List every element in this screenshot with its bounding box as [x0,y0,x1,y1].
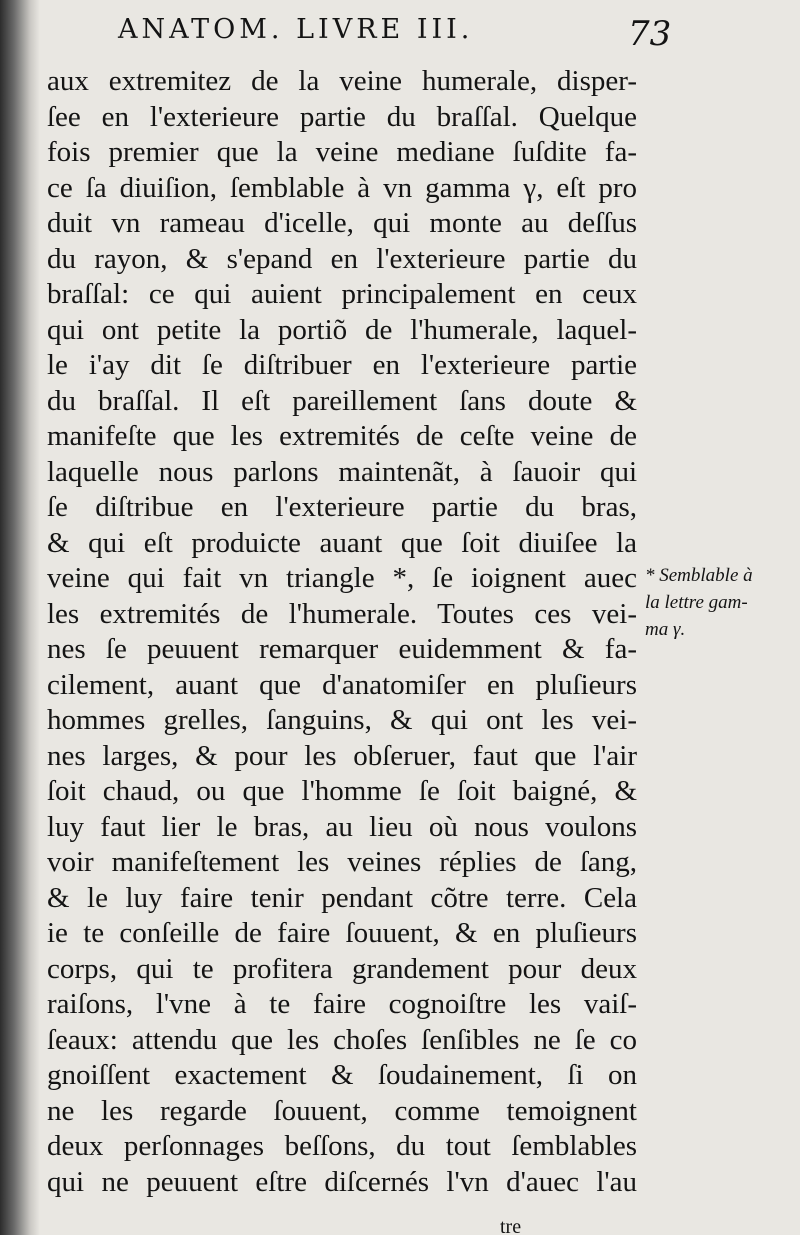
text-line: raiſons, l'vne à te faire cognoiſtre les vaiſ- [47,988,637,1020]
text-line: aux extremitez de la veine humerale, disper- [47,65,637,97]
margin-note-line: la lettre gam- [645,592,748,613]
text-line: luy faut lier le bras, au lieu où nous voulons [47,810,637,843]
text-line: ce ſa diuiſion, ſemblable à vn gamma γ, eſt pro [47,171,637,204]
text-line: cilement, auant que d'anatomiſer en pluſieurs [47,668,637,701]
text-line: manifeſte que les extremités de ceſte veine de [47,420,637,452]
text-line: gnoiſſent exactement & ſoudainement, ſi on [47,1059,637,1091]
text-line: ſe diſtribue en l'exterieure partie du bras, [47,491,637,523]
text-line: nes ſe peuuent remarquer euidemment & fa- [47,633,637,665]
text-line: ſoit chaud, ou que l'homme ſe ſoit baigné, & [47,775,637,807]
margin-note-line: ma γ. [645,619,686,640]
text-line: duit vn rameau d'icelle, qui monte au deſſus [47,207,637,239]
text-line: voir manifeſtement les veines réplies de ſang, [47,846,637,878]
text-line: braſſal: ce qui auient principalement en ceux [47,278,637,310]
text-line: & qui eſt produicte auant que ſoit diuiſee la [47,526,637,559]
text-line: le i'ay dit ſe diſtribuer en l'exterieure partie [47,349,637,381]
text-line: du rayon, & s'epand en l'exterieure partie du [47,242,637,275]
text-line: ie te conſeille de faire ſouuent, & en pluſieurs [47,917,637,949]
text-line: du braſſal. Il eſt pareillement ſans doute & [47,384,637,417]
text-line: fois premier que la veine mediane ſuſdite fa- [47,136,637,168]
page-number: 73 [628,14,672,54]
text-line: laquelle nous parlons maintenãt, à ſauoir qui [47,455,637,488]
text-line: deux perſonnages beſſons, du tout ſemblables [47,1130,637,1162]
catchword: tre [500,1216,522,1235]
margin-note-line: * Semblable à [645,565,753,586]
text-line: qui ne peuuent eſtre diſcernés l'vn d'auec l'au [47,1165,637,1198]
text-line: veine qui fait vn triangle *, ſe ioignent auec [47,562,637,594]
text-line: nes larges, & pour les obſeruer, faut que l'air [47,739,637,772]
running-title: ANATOM. LIVRE III. [118,14,474,45]
text-line: qui ont petite la portiõ de l'humerale, laquel- [47,313,637,346]
text-line: ſee en l'exterieure partie du braſſal. Quelque [47,100,637,133]
text-line: hommes grelles, ſanguins, & qui ont les vei- [47,704,637,736]
text-line: ſeaux: attendu que les choſes ſenſibles ne ſe co [47,1023,637,1056]
binding-gutter [0,0,40,1235]
margin-note [645,562,795,643]
text-line: ne les regarde ſouuent, comme temoignent [47,1094,637,1127]
text-line: corps, qui te profitera grandement pour deux [47,952,637,985]
body-text [47,64,637,1200]
text-line: & le luy faire tenir pendant cõtre terre. Cela [47,881,637,914]
text-line: les extremités de l'humerale. Toutes ces vei- [47,597,637,630]
